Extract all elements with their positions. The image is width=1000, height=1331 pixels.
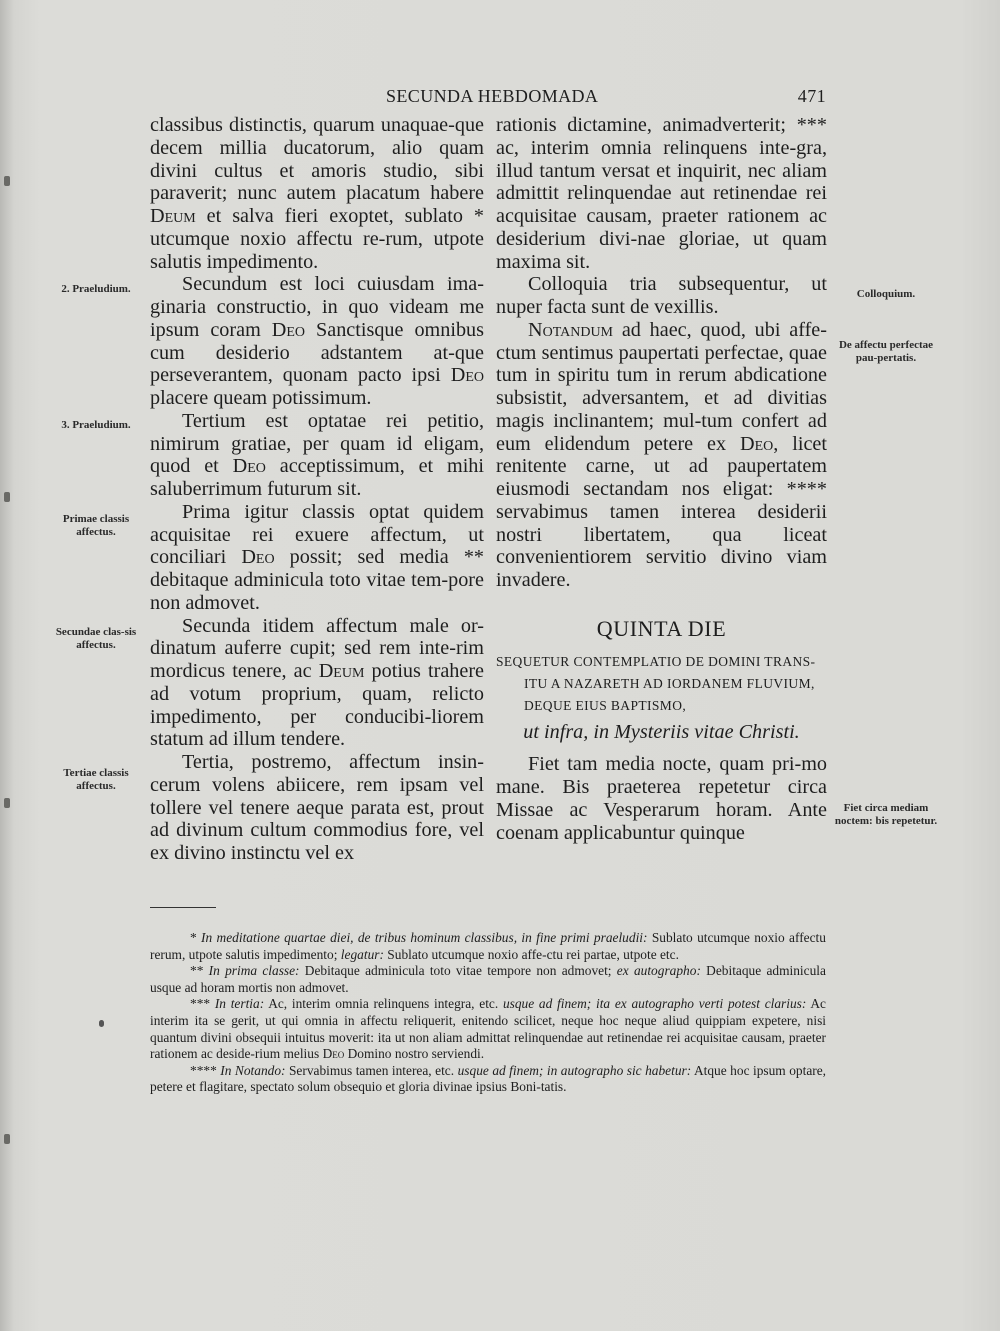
text-run: Sublato utcumque noxio affe-ctu rei partae, utpote etc.: [387, 946, 679, 962]
margin-note-praeludium-2: 2. Praeludium.: [61, 283, 131, 295]
text-run: Servabimus tamen interea, etc.: [288, 1062, 455, 1078]
text-run: Ac interim ita se gerit, ut qui omnia in affectu reliquerit, enitendo scilicet, neque hoc neque aliud quippiam expetere, nisi quantum divini obsequii intuitus moverit: ita ut non aliam admittat relinquendae aut retinendae rei acquisitae causam, praeter rationem ac deside-rium melius: [150, 996, 826, 1062]
paragraph: [150, 114, 484, 273]
text-run: Atque hoc ipsum optare, petere et flagitare, spectato solum obsequio et gloria divinae ipsius Boni-tatis.: [150, 1062, 827, 1095]
reference-line: ut infra, in Mysteriis vitae Christi.: [523, 720, 800, 743]
paragraph: [150, 273, 484, 410]
paragraph: Colloquia tria subsequentur, ut nuper facta sunt de vexillis.: [496, 273, 827, 318]
footnote: [150, 930, 826, 963]
text-run: Deo: [450, 364, 485, 387]
left-text-column: [150, 114, 484, 865]
text-run: In tertia:: [214, 996, 265, 1012]
paragraph: Tertia, postremo, affectum insin-cerum volens abiicere, rem ipsam vel tollere vel tenere aeque parata est, prout ad divinum cultum commodius fore, vel ex divino instinctu vel ex: [150, 751, 484, 864]
section-heading: QUINTA DIE: [596, 615, 727, 641]
text-run: Debitaque adminicula toto vitae tempore non admovet;: [304, 963, 612, 979]
page-header: [150, 86, 826, 112]
footnote-mark: *: [190, 930, 197, 945]
text-run: Deo: [232, 455, 266, 478]
text-run: Secundum est loci cuiusdam ima-ginaria constructio, in quo videam me ipsum coram: [150, 273, 484, 341]
section-subheading: SEQUETUR CONTEMPLATIO DE DOMINI TRANS-: [496, 653, 816, 669]
text-run: Sublato utcumque noxio affectu rerum, utpote salutis impedimento;: [150, 930, 826, 962]
text-run: Notandum: [528, 318, 614, 341]
page-edge-mark: [4, 1134, 10, 1144]
text-run: Sanctisque omnibus cum desiderio adstantem at-que perseverantem, quonam pacto ipsi: [150, 318, 484, 387]
margin-note-primae-classis: Primae classis affectus.: [62, 513, 130, 538]
paragraph: [150, 501, 484, 615]
text-run: usque ad finem; in autographo sic habetur:: [457, 1062, 692, 1078]
text-run: Deum: [150, 205, 196, 227]
text-run: In Notando:: [220, 1062, 286, 1078]
footnote-mark: **: [190, 963, 204, 979]
footnotes: [150, 930, 826, 1096]
text-run: Deo: [271, 318, 306, 341]
running-title: SECUNDA HEBDOMADA: [386, 86, 599, 106]
text-run: legatur:: [340, 946, 384, 962]
page-number: 471: [797, 86, 826, 106]
margin-note-secundae-classis: Secundae clas-sis affectus.: [55, 626, 137, 651]
paragraph: rationis dictamine, animadverterit; *** ac, interim omnia relinquens inte-gra, illud tantum versat et inquirit, nec aliam admittit relinquendae aut retinendae rei acquisitae causam, praeter rationem ac desiderium divi-nae gloriae, ut quam maxima sit.: [496, 114, 827, 273]
right-text-column: [496, 114, 827, 844]
footnote-rule: [150, 907, 216, 908]
footnote: [150, 963, 826, 996]
text-run: Deo: [740, 432, 774, 455]
footnote: [150, 1063, 826, 1096]
margin-note-colloquium: Colloquium.: [856, 288, 916, 300]
paragraph: [150, 410, 484, 501]
margin-note-de-affectu: De affectu perfectae pau-pertatis.: [838, 339, 934, 364]
text-run: placere queam potissimum.: [150, 387, 372, 409]
paragraph: [150, 615, 484, 752]
text-run: , licet renitente carne, ut ad paupertatem eiusmodi sectandam nos eligat: **** servabimus tamen interea desiderii nostri libertatem, qua liceat convenientiorem servitio divino viam invadere.: [496, 432, 827, 591]
text-run: Tertium est optatae rei petitio, nimirum gratiae, per quam id eligam, quod et: [150, 409, 484, 478]
text-run: potius trahere ad votum proprium, quam, relicto impedimento, per conducibi-liorem statum ad illum tendere.: [150, 660, 485, 751]
paragraph: Fiet tam media nocte, quam pri-mo mane. Bis praeterea repetetur circa Missae ac Vesperarum horam. Ante coenam applicabuntur quinque: [496, 753, 827, 844]
text-run: Deo: [241, 546, 275, 569]
section-subheading: DEQUE EIUS BAPTISMO,: [524, 697, 687, 713]
margin-note-fiet: Fiet circa mediam noctem: bis repetetur.: [834, 802, 938, 827]
text-run: usque ad finem; ita ex autographo verti potest clarius:: [502, 996, 807, 1012]
text-run: Debitaque adminicula usque ad horam mortis non admovet.: [150, 963, 826, 995]
text-run: In prima classe:: [208, 963, 300, 979]
section-subheading: ITU A NAZARETH AD IORDANEM FLUVIUM,: [524, 675, 815, 691]
text-run: classibus distinctis, quarum unaquae-que decem millia ducatorum, alio quam divini cultus et amoris studio, sibi paraverit; nunc autem placatum habere: [150, 114, 484, 205]
text-run: Ac, interim omnia relinquens integra, etc.: [268, 996, 499, 1012]
footnote-mark: ***: [190, 996, 211, 1012]
text-run: In meditatione quartae diei, de tribus hominum classibus, in fine primi praeludii:: [201, 930, 648, 945]
text-run: et salva fieri exoptet, sublato * utcumque noxio affectu re-rum, utpote salutis impedimento.: [150, 205, 485, 273]
page-edge-mark: [4, 176, 10, 186]
text-run: Prima igitur classis optat quidem acquisitae rei exuere affectum, ut conciliari: [150, 500, 484, 569]
text-run: Domino nostro serviendi.: [347, 1046, 485, 1062]
footnote: [150, 996, 826, 1062]
footnote-mark: ****: [190, 1062, 217, 1078]
text-run: ad haec, quod, ubi affe-ctum sentimus paupertati perfectae, quae tum in spiritu tum in rerum abdicatione subsistit, adversantem, et ad divitias magis inclinantem; mul-tum confert ad eum elidendum petere ex: [496, 318, 827, 455]
ink-dot: [99, 1020, 104, 1027]
text-run: Secunda itidem affectum male or-dinatum auferre cupit; sed rem inte-rim mordicus tenere, ac: [150, 614, 484, 682]
page-edge-mark: [4, 492, 10, 502]
margin-note-tertiae-classis: Tertiae classis affectus.: [63, 767, 129, 792]
text-run: Deo: [322, 1046, 345, 1062]
text-run: Deum: [318, 660, 365, 682]
text-run: possit; sed media ** debitaque adminicula toto vitae tem-pore non admovet.: [150, 546, 485, 614]
paragraph: [496, 319, 827, 592]
page-edge-mark: [4, 798, 10, 808]
margin-note-praeludium-3: 3. Praeludium.: [61, 419, 131, 431]
text-run: acceptissimum, et mihi saluberrimum futurum sit.: [150, 455, 485, 500]
text-run: ex autographo:: [616, 963, 701, 979]
